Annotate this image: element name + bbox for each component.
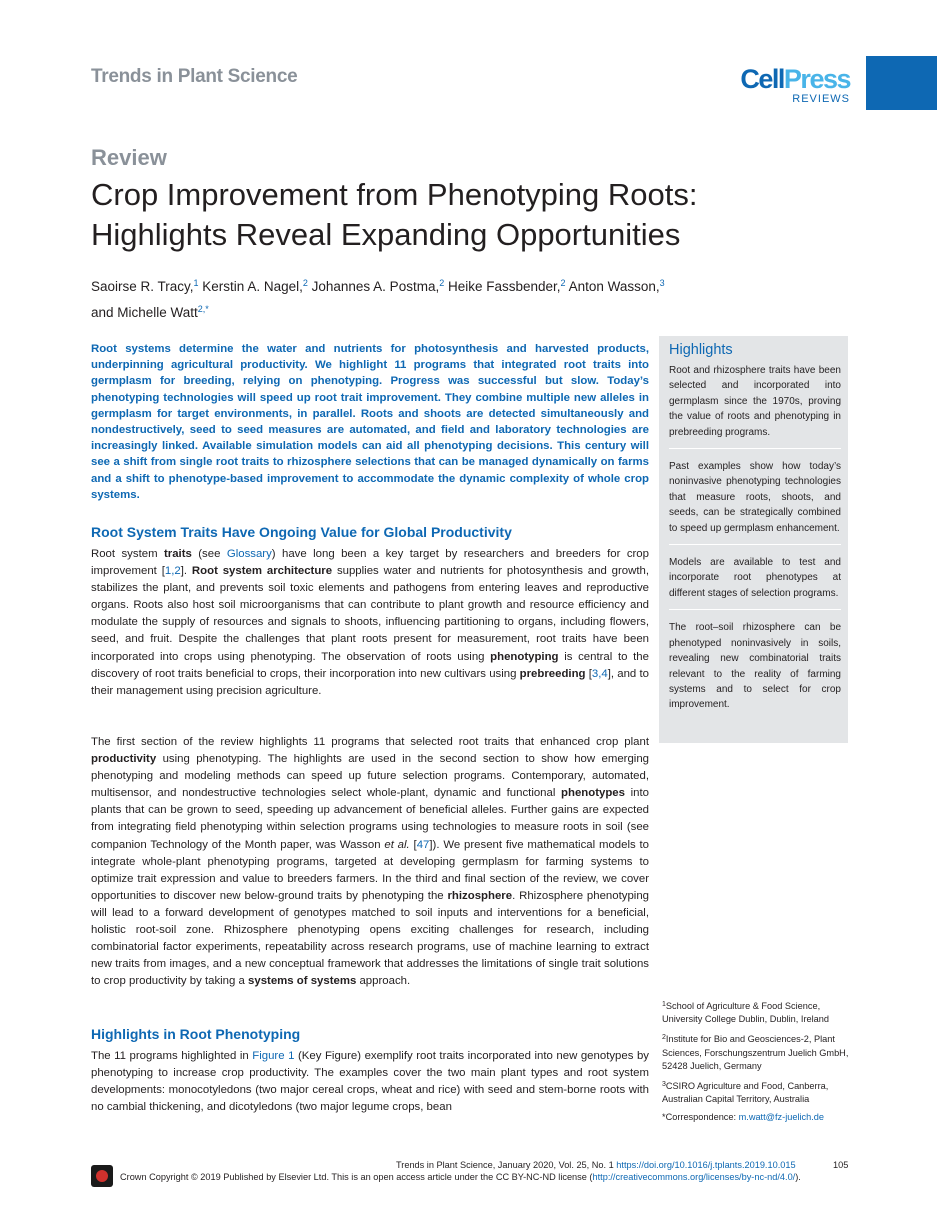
correspondence: *Correspondence: m.watt@fz-juelich.de	[662, 1112, 825, 1123]
highlights-box	[659, 336, 848, 743]
page-number: 105	[833, 1160, 849, 1170]
citation-link[interactable]: 3,4	[591, 667, 608, 680]
divider	[669, 448, 841, 449]
logo-reviews-text: REVIEWS	[792, 93, 850, 105]
article-title	[91, 175, 811, 255]
affiliation: $^2$Institute for Bio and Geosciences-2, Plant Sciences, Forschungszentrum Juelich GmbH, 52428 Juelich, Germany	[662, 1034, 849, 1071]
highlight-item: Past examples show how today’s noninvasive phenotyping technologies that measure roots, shoots, and seeds, can be strategically combined to speed up germplasm enhancement.	[669, 461, 841, 534]
glossary-term: rhizosphere	[447, 889, 513, 902]
glossary-term: prebreeding	[519, 667, 586, 680]
paragraph: Root system traits (see Glossary) have long been a key target by researchers and breeders for crop improvement [1,2]. Root system architecture supplies water and nutrients for photosynthesis and growth, stabilizes the plant, and prevents soil toxic elements and pathogens from entering leaves and reproductive organs. Roots also host soil microorganisms that can contribute to plant growth and resource efficiency and modulate the supply of resources and signals to shoots, influencing partitioning to organs, including flowers, seed, and fruit. Despite the challenges that plant roots present for measurement, root traits have been incorporated into crops using phenotyping. The observation of roots using phenotyping is central to the discovery of root traits beneficial to crops, their incorporation into new cultivars using prebreeding [3,4], and to their management using precision agriculture.	[91, 548, 650, 697]
glossary-term: phenotypes	[561, 787, 625, 800]
author: Anton Wasson,	[565, 279, 660, 294]
divider	[669, 544, 841, 545]
affil-ref[interactable]: 2	[302, 278, 308, 288]
author: Kerstin A. Nagel,	[198, 279, 303, 294]
glossary-term: productivity	[91, 753, 157, 766]
affiliation: $^3$CSIRO Agriculture and Food, Canberra, Australian Capital Territory, Australia	[662, 1081, 829, 1105]
journal-name: Trends in Plant Science	[91, 66, 298, 87]
affil-ref[interactable]: 2,*	[197, 304, 209, 314]
title-line-2: Highlights Reveal Expanding Opportunities	[91, 217, 681, 252]
author: Saoirse R. Tracy,	[91, 279, 194, 294]
license-link[interactable]: http://creativecommons.org/licenses/by-nc-nd/4.0/	[592, 1172, 796, 1182]
abstract: Root systems determine the water and nutrients for photosynthesis and harvested products, underpinning agricultural productivity. We highlight 11 programs that integrated root traits into germplasm for breeding, relying on phenotyping. Progress was successful but slow. Today’s phenotyping technologies will speed up root trait improvement. They combine multiple new alleles in germplasm for target environments, in parallel. Roots and shoots are detected simultaneously and nondestructively, seed to seed measures are automated, and field and laboratory technologies are increasingly linked. Available simulation models can aid all phenotyping decisions. This century will see a shift from single root traits to rhizosphere selections that can be managed dynamically on farms and a shift to phenotype-based improvement to accommodate the dynamic complexity of whole crop systems.	[91, 343, 649, 501]
footer-citation: Trends in Plant Science, January 2020, Vol. 25, No. 1 https://doi.org/10.1016/j.tplants.2019.10.015	[396, 1160, 796, 1170]
section-heading-highlights-root-phenotyping: Highlights in Root Phenotyping	[91, 1026, 301, 1042]
article-type: Review	[91, 145, 167, 170]
divider	[669, 609, 841, 610]
affil-ref[interactable]: 2	[439, 278, 445, 288]
section-heading-root-traits: Root System Traits Have Ongoing Value for Global Productivity	[91, 524, 512, 540]
author: Johannes A. Postma,	[307, 279, 440, 294]
affil-ref[interactable]: 1	[193, 278, 199, 288]
affiliation: $^1$School of Agriculture & Food Science, University College Dublin, Dublin, Ireland	[662, 1001, 829, 1025]
glossary-term: Root system architecture	[191, 565, 333, 578]
copyright-notice: Crown Copyright © 2019 Published by Elsevier Ltd. This is an open access article under the CC BY-NC-ND license (http://creativecommons.org/licenses/by-nc-nd/4.0/).	[120, 1172, 801, 1182]
header-blue-tab	[866, 56, 937, 110]
affiliations	[662, 998, 852, 1130]
title-line-1: Crop Improvement from Phenotyping Roots:	[91, 177, 698, 212]
author: and Michelle Watt	[91, 305, 198, 320]
affil-ref[interactable]: 3	[659, 278, 665, 288]
citation-link[interactable]: 1,2	[164, 565, 181, 578]
correspondence-email-link[interactable]: m.watt@fz-juelich.de	[738, 1112, 825, 1123]
citation-link[interactable]: 47	[416, 838, 430, 851]
paragraph: The 11 programs highlighted in Figure 1 (Key Figure) exemplify root traits incorporated into new genotypes by phenotyping to increase crop productivity. The examples cover the two main plant types and root system developments: monocotyledons (two major cereal crops, wheat and rice) with seed and stem-borne roots with no cambial thickening, and dicotyledons (two major legume crops, bean	[91, 1050, 649, 1114]
glossary-link[interactable]: Glossary	[226, 548, 272, 560]
paragraph: The first section of the review highlights 11 programs that selected root traits that enhanced crop plant productivity using phenotyping. The highlights are used in the second section to show how emerging phenotyping and modeling methods can speed up future selection programs. Contemporary, automated, multisensor, and nondestructive technologies select whole-plant, dynamic and functional phenotypes into plants that can be grown to seed, speeding up advancement of beneficial alleles. Further gains are expected from integrating field phenotyping within selection programs using technologies to measure roots in soil (see companion Technology of the Month paper, was Wasson et al. [47]). We present five mathematical models to integrate whole-plant phenotyping programs, targeted at developing germplasm for farming systems to optimize trait expression and value to breeders farmers. In the third and final section of the review, we cover opportunities to discover new below-ground traits by phenotyping the rhizosphere. Rhizosphere phenotyping will lead to a forward development of genotypes matched to soil inputs and interventions for a beneficial, holistic root-soil zone. Rhizosphere phenotyping opens exciting challenges for research, including combinatorial factor experiments, repeatability across research programs, use of machine learning to extract new traits from images, and a new conceptual framework that addresses the limitations of single trait solutions to crop productivity by taking a systems of systems approach.	[91, 736, 650, 988]
doi-link[interactable]: https://doi.org/10.1016/j.tplants.2019.10.015	[616, 1160, 796, 1170]
author-list	[91, 272, 811, 324]
glossary-term: systems of systems	[248, 975, 357, 988]
glossary-term: phenotyping	[490, 650, 559, 663]
figure-link[interactable]: Figure 1	[252, 1050, 295, 1062]
affil-ref[interactable]: 2	[560, 278, 566, 288]
logo-cell-text: Cell	[740, 64, 784, 94]
open-access-icon	[91, 1165, 113, 1187]
highlight-item: Models are available to test and incorporate root phenotypes at different stages of selection programs.	[669, 557, 841, 599]
highlight-item: The root–soil rhizosphere can be phenotyped noninvasively in soils, revealing new combinatorial traits relevant to the reality of farming systems and to select for crop improvement.	[669, 622, 841, 711]
glossary-term: traits	[163, 548, 192, 560]
author: Heike Fassbender,	[444, 279, 561, 294]
highlight-item: Root and rhizosphere traits have been selected and incorporated into germplasm since the 1970s, proving the value of roots and phenotyping in prebreeding programs.	[669, 365, 841, 438]
highlights-title: Highlights	[669, 342, 733, 358]
cellpress-logo[interactable]	[738, 66, 850, 105]
logo-press-text: Press	[783, 64, 850, 94]
